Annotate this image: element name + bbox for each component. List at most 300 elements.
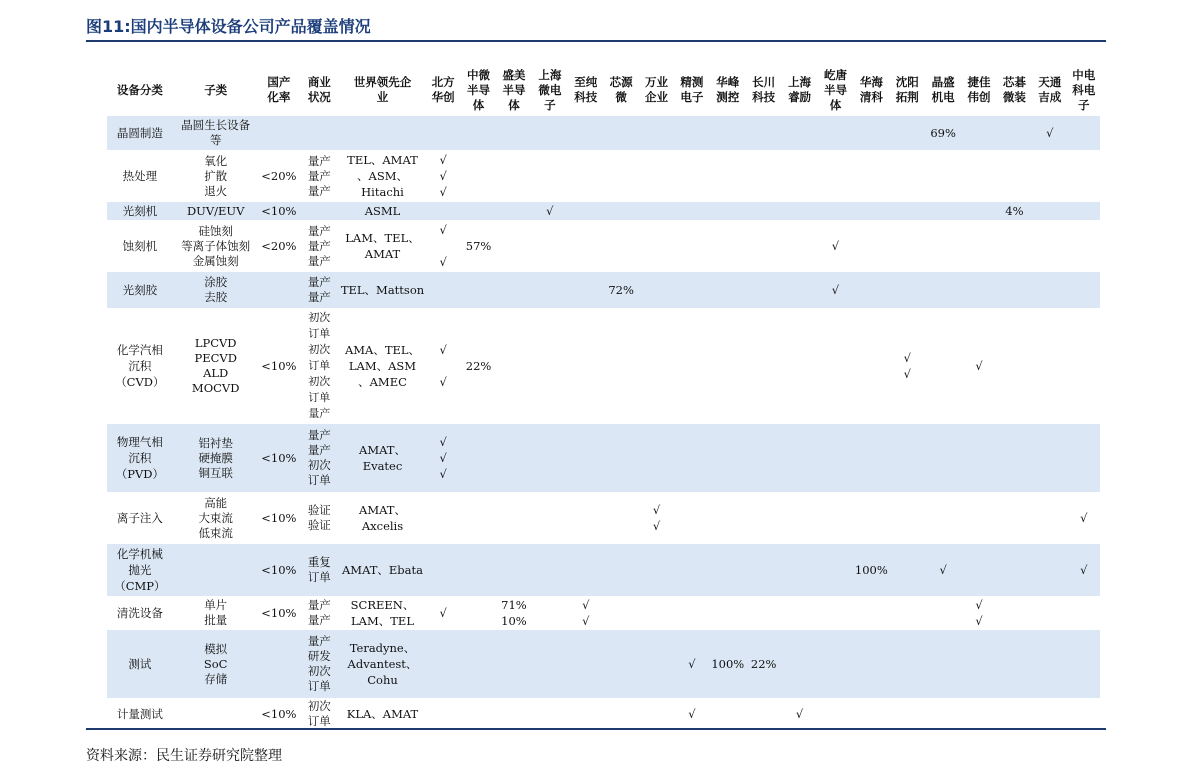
table-cell-rate: <20% bbox=[261, 239, 297, 253]
column-header: 世界领先企 业 bbox=[353, 75, 412, 104]
table-cell-c9 bbox=[568, 116, 603, 150]
table-cell-leaders: TEL、Mattson bbox=[340, 272, 426, 308]
table-cell-c5 bbox=[425, 492, 460, 544]
table-cell-c11 bbox=[639, 272, 674, 308]
table-cell-rate: <10% bbox=[259, 202, 299, 220]
table-cell-c20: √ bbox=[975, 359, 983, 373]
table-cell-c11 bbox=[639, 424, 674, 492]
table-cell-c22 bbox=[1032, 492, 1067, 544]
table-cell-c23 bbox=[1068, 272, 1101, 308]
table-cell-c16 bbox=[818, 544, 853, 596]
table-cell-c13 bbox=[710, 202, 746, 220]
table-cell-c7 bbox=[496, 630, 531, 698]
table-cell-status: 量产 量产 bbox=[307, 598, 331, 627]
table-cell-category: 计量测试 bbox=[116, 707, 163, 721]
table-cell-c10 bbox=[603, 202, 638, 220]
table-cell-c20 bbox=[961, 492, 996, 544]
table-cell-c15 bbox=[781, 220, 817, 272]
title-rule bbox=[86, 40, 1106, 42]
table-row bbox=[107, 308, 1100, 424]
column-header: 屹唐 半导 体 bbox=[823, 67, 847, 112]
table-cell-c18 bbox=[890, 202, 925, 220]
table-cell-c15 bbox=[781, 544, 817, 596]
table-row bbox=[107, 630, 1100, 698]
table-cell-c20 bbox=[961, 424, 996, 492]
table-cell-status: 量产 量产 初次 订单 bbox=[299, 424, 339, 492]
table-cell-c13: 100% bbox=[710, 630, 746, 698]
column-header: 设备分类 bbox=[116, 82, 163, 97]
table-cell-c7 bbox=[496, 220, 531, 272]
table-cell-c18 bbox=[890, 698, 925, 730]
table-cell-rate: <10% bbox=[259, 544, 299, 596]
column-header: 芯源 微 bbox=[609, 75, 633, 104]
table-cell-sub: 单片 批量 bbox=[204, 598, 228, 627]
table-cell-c22 bbox=[1032, 150, 1067, 202]
table-cell-c11 bbox=[639, 116, 674, 150]
table-cell-c21: 4% bbox=[997, 202, 1032, 220]
table-cell-c17 bbox=[853, 150, 889, 202]
table-cell-c14 bbox=[746, 220, 781, 272]
table-cell-c15 bbox=[781, 272, 817, 308]
table-cell-c17 bbox=[853, 424, 889, 492]
table-cell-c13 bbox=[710, 272, 746, 308]
table-cell-c20 bbox=[961, 630, 996, 698]
column-header: 北方 华创 bbox=[431, 75, 455, 104]
table-cell-c19 bbox=[925, 220, 961, 272]
table-cell-c7 bbox=[496, 202, 531, 220]
table-cell-sub: 高能 大束流 低束流 bbox=[198, 495, 233, 540]
table-cell-c9 bbox=[568, 150, 603, 202]
table-cell-c22 bbox=[1032, 544, 1067, 596]
table-cell-c20 bbox=[961, 150, 996, 202]
table-cell-c21 bbox=[997, 272, 1032, 308]
table-cell-status bbox=[299, 116, 339, 150]
table-cell-c10 bbox=[603, 698, 638, 730]
table-cell-c22 bbox=[1032, 272, 1067, 308]
table-cell-rate: <20% bbox=[261, 169, 297, 183]
table-cell-c12: √ bbox=[688, 707, 696, 721]
table-cell-c21 bbox=[997, 596, 1032, 630]
column-header: 沈阳 拓荆 bbox=[895, 75, 919, 104]
table-cell-c23 bbox=[1068, 220, 1101, 272]
table-cell-c6 bbox=[461, 202, 496, 220]
table-cell-c23 bbox=[1068, 424, 1101, 492]
table-cell-c19: √ bbox=[925, 544, 961, 596]
table-cell-c22 bbox=[1032, 202, 1067, 220]
table-cell-c10 bbox=[603, 150, 638, 202]
table-cell-leaders bbox=[340, 116, 426, 150]
table-cell-c11 bbox=[639, 596, 674, 630]
table-cell-c12 bbox=[674, 596, 709, 630]
table-cell-category: 光刻机 bbox=[107, 202, 173, 220]
table-cell-c14 bbox=[746, 424, 781, 492]
header-row bbox=[107, 64, 1100, 116]
table-cell-leaders: AMAT、 Evatec bbox=[340, 424, 426, 492]
table-cell-c12 bbox=[674, 150, 709, 202]
table-cell-c20 bbox=[961, 544, 996, 596]
table-cell-c15 bbox=[781, 630, 817, 698]
table-cell-c9 bbox=[568, 272, 603, 308]
table-cell-sub bbox=[173, 544, 259, 596]
table-cell-c10 bbox=[603, 308, 638, 424]
table-cell-c19 bbox=[925, 308, 961, 424]
table-cell-c21 bbox=[997, 308, 1032, 424]
column-header: 万业 企业 bbox=[645, 75, 668, 104]
table-cell-rate bbox=[259, 116, 299, 150]
table-cell-rate: <10% bbox=[261, 511, 297, 525]
table-cell-c12 bbox=[674, 544, 709, 596]
table-cell-c5 bbox=[425, 698, 460, 730]
column-header: 精测 电子 bbox=[680, 75, 704, 104]
table-cell-c13 bbox=[710, 220, 746, 272]
table-cell-c15 bbox=[781, 492, 817, 544]
table-cell-status: 验证 验证 bbox=[307, 503, 331, 532]
table-cell-leaders: ASML bbox=[340, 202, 426, 220]
table-cell-c16 bbox=[818, 116, 853, 150]
table-cell-c14 bbox=[746, 596, 781, 630]
table-cell-c5 bbox=[425, 272, 460, 308]
table-row bbox=[107, 596, 1100, 630]
column-header: 晶盛 机电 bbox=[931, 75, 955, 104]
table-cell-c16: √ bbox=[818, 272, 853, 308]
table-cell-c6 bbox=[461, 116, 496, 150]
table-cell-c7 bbox=[496, 150, 531, 202]
column-header: 捷佳 伟创 bbox=[967, 75, 991, 104]
column-header: 华峰 测控 bbox=[716, 75, 740, 104]
column-header: 长川 科技 bbox=[752, 75, 776, 104]
table-cell-c9 bbox=[568, 202, 603, 220]
table-cell-status: 初次 订单 初次 订单 初次 订单 量产 bbox=[308, 311, 331, 420]
table-cell-c8 bbox=[532, 116, 568, 150]
table-row bbox=[107, 272, 1100, 308]
table-cell-c16 bbox=[818, 202, 853, 220]
table-cell-status: 重复 订单 bbox=[299, 544, 339, 596]
table-cell-c14 bbox=[746, 544, 781, 596]
table-cell-c23 bbox=[1068, 150, 1101, 202]
table-cell-c14 bbox=[746, 202, 781, 220]
table-cell-c7 bbox=[496, 492, 531, 544]
table-cell-c18: √ √ bbox=[903, 351, 911, 381]
table-cell-c21 bbox=[997, 698, 1032, 730]
column-header: 国产 化率 bbox=[267, 75, 291, 104]
table-cell-category: 化学汽相 沉积 （CVD） bbox=[115, 343, 165, 389]
table-cell-c19 bbox=[925, 202, 961, 220]
table-cell-c6 bbox=[461, 272, 496, 308]
table-cell-c10: 72% bbox=[603, 272, 638, 308]
column-header: 天通 吉成 bbox=[1038, 75, 1062, 104]
figure-title: 图11:国内半导体设备公司产品覆盖情况 bbox=[86, 17, 371, 36]
table-cell-c19 bbox=[925, 424, 961, 492]
table-cell-rate: <10% bbox=[261, 359, 297, 373]
table-cell-c7 bbox=[496, 698, 531, 730]
table-cell-c11: √ √ bbox=[652, 503, 661, 533]
table-cell-c13 bbox=[710, 596, 746, 630]
table-cell-c12 bbox=[674, 220, 709, 272]
table-cell-c7 bbox=[496, 308, 531, 424]
table-cell-c20 bbox=[961, 220, 996, 272]
table-cell-c11 bbox=[639, 698, 674, 730]
table-cell-category: 测试 bbox=[107, 630, 173, 698]
table-cell-c8 bbox=[532, 308, 568, 424]
table-cell-leaders: AMAT、Ebata bbox=[340, 544, 426, 596]
table-cell-status: 量产 量产 量产 bbox=[307, 153, 331, 198]
table-cell-c22 bbox=[1032, 596, 1067, 630]
table-body bbox=[107, 116, 1100, 730]
table-cell-c15 bbox=[781, 150, 817, 202]
table-cell-c23 bbox=[1068, 630, 1101, 698]
table-cell-c5: √ √ bbox=[439, 343, 447, 389]
table-cell-c15 bbox=[781, 424, 817, 492]
column-header: 上海 睿励 bbox=[788, 75, 812, 104]
table-cell-leaders: AMA、TEL、 LAM、ASM 、AMEC bbox=[344, 343, 421, 389]
table-cell-c17 bbox=[853, 630, 889, 698]
table-cell-c17 bbox=[853, 116, 889, 150]
table-cell-category: 热处理 bbox=[122, 169, 158, 183]
table-cell-status: 量产 量产 bbox=[299, 272, 339, 308]
table-cell-c18 bbox=[890, 424, 925, 492]
table-cell-c15 bbox=[781, 308, 817, 424]
table-cell-c13 bbox=[710, 424, 746, 492]
table-cell-c22: √ bbox=[1032, 116, 1067, 150]
table-row bbox=[107, 116, 1100, 150]
table-cell-c15 bbox=[781, 596, 817, 630]
table-cell-c14 bbox=[746, 308, 781, 424]
table-cell-c19 bbox=[925, 272, 961, 308]
bottom-rule bbox=[86, 728, 1106, 730]
table-cell-c8 bbox=[532, 272, 568, 308]
table-cell-sub: 模拟 SoC 存储 bbox=[173, 630, 259, 698]
table-cell-c12 bbox=[674, 202, 709, 220]
table-cell-c21 bbox=[997, 630, 1032, 698]
table-row bbox=[107, 492, 1100, 544]
table-cell-c11 bbox=[639, 150, 674, 202]
table-cell-status: 量产 研发 初次 订单 bbox=[299, 630, 339, 698]
table-cell-c20 bbox=[961, 202, 996, 220]
column-header: 华海 清科 bbox=[859, 75, 883, 104]
column-header: 上海 微电 子 bbox=[538, 67, 562, 112]
table-cell-c19 bbox=[925, 698, 961, 730]
table-cell-rate: <10% bbox=[259, 424, 299, 492]
table-cell-c7 bbox=[496, 116, 531, 150]
table-cell-c6 bbox=[461, 544, 496, 596]
product-coverage-table bbox=[107, 64, 1100, 730]
table-cell-c22 bbox=[1032, 220, 1067, 272]
table-cell-c23 bbox=[1068, 202, 1101, 220]
table-cell-c10 bbox=[603, 424, 638, 492]
table-cell-c22 bbox=[1032, 424, 1067, 492]
table-cell-c12 bbox=[674, 492, 709, 544]
table-cell-c19 bbox=[925, 630, 961, 698]
table-cell-c5: √ √ bbox=[439, 223, 447, 269]
table-cell-leaders: Teradyne、 Advantest、 Cohu bbox=[340, 630, 426, 698]
table-cell-c12 bbox=[674, 272, 709, 308]
table-cell-leaders: TEL、AMAT 、ASM、 Hitachi bbox=[347, 153, 418, 199]
table-cell-c9 bbox=[568, 220, 603, 272]
table-cell-c8 bbox=[532, 596, 568, 630]
table-cell-c16 bbox=[818, 596, 853, 630]
table-cell-c17 bbox=[853, 202, 889, 220]
table-cell-c16: √ bbox=[831, 239, 840, 253]
table-cell-c17 bbox=[853, 220, 889, 272]
table-cell-c20 bbox=[961, 272, 996, 308]
table-cell-c7 bbox=[496, 424, 531, 492]
table-row bbox=[107, 220, 1100, 272]
column-header: 至纯 科技 bbox=[574, 75, 598, 104]
table-cell-leaders: AMAT、 Axcelis bbox=[359, 503, 406, 533]
table-row bbox=[107, 202, 1100, 220]
table-cell-c12 bbox=[674, 424, 709, 492]
table-cell-c6: 22% bbox=[465, 359, 492, 373]
table-cell-c5: √ √ √ bbox=[425, 424, 460, 492]
table-cell-sub: 涂胶 去胶 bbox=[173, 272, 259, 308]
table-cell-c14 bbox=[746, 698, 781, 730]
column-header: 盛美 半导 体 bbox=[502, 67, 526, 112]
table-cell-c6 bbox=[461, 630, 496, 698]
table-cell-c10 bbox=[603, 220, 638, 272]
table-cell-c7 bbox=[496, 544, 531, 596]
table-cell-c8 bbox=[532, 544, 568, 596]
table-cell-c6 bbox=[461, 698, 496, 730]
table-cell-c8 bbox=[532, 492, 568, 544]
table-cell-category: 蚀刻机 bbox=[122, 239, 158, 253]
table-row bbox=[107, 424, 1100, 492]
table-cell-c9 bbox=[568, 308, 603, 424]
table-cell-sub bbox=[173, 698, 259, 730]
table-cell-c9 bbox=[568, 424, 603, 492]
table-cell-c16 bbox=[818, 308, 853, 424]
table-row bbox=[107, 698, 1100, 730]
table-cell-c10 bbox=[603, 544, 638, 596]
table-cell-c17 bbox=[853, 492, 889, 544]
table-cell-c7: 71% 10% bbox=[501, 598, 527, 628]
table-cell-c8 bbox=[532, 630, 568, 698]
column-header: 中电 科电 子 bbox=[1072, 67, 1096, 112]
table-cell-c18 bbox=[890, 596, 925, 630]
table-cell-c9: √ √ bbox=[582, 598, 590, 628]
table-cell-c23: √ bbox=[1068, 544, 1101, 596]
table-cell-c10 bbox=[603, 596, 638, 630]
table-cell-c10 bbox=[603, 492, 638, 544]
table-cell-c11 bbox=[639, 544, 674, 596]
table-cell-c13 bbox=[710, 544, 746, 596]
table-cell-category: 清洗设备 bbox=[116, 606, 163, 620]
table-cell-c9 bbox=[568, 630, 603, 698]
table-cell-c15: √ bbox=[795, 707, 804, 721]
table-cell-category: 晶圆制造 bbox=[107, 116, 173, 150]
table-cell-c5 bbox=[425, 630, 460, 698]
table-cell-sub: 铝衬垫 硬掩膜 铜互联 bbox=[173, 424, 259, 492]
table-cell-c16 bbox=[818, 492, 853, 544]
table-cell-c15 bbox=[781, 202, 817, 220]
table-cell-c16 bbox=[818, 424, 853, 492]
table-cell-c18 bbox=[890, 150, 925, 202]
table-cell-c9 bbox=[568, 544, 603, 596]
table-cell-c18 bbox=[890, 116, 925, 150]
table-cell-c23: √ bbox=[1080, 511, 1088, 525]
table-cell-c13 bbox=[710, 698, 746, 730]
table-cell-c21 bbox=[997, 116, 1032, 150]
table-cell-c7 bbox=[496, 272, 531, 308]
table-cell-c23 bbox=[1068, 698, 1101, 730]
table-cell-c14 bbox=[746, 272, 781, 308]
table-cell-category: 离子注入 bbox=[116, 511, 163, 525]
table-cell-c5 bbox=[425, 202, 460, 220]
table-cell-c22 bbox=[1032, 308, 1067, 424]
table-cell-c13 bbox=[710, 308, 746, 424]
table-cell-c17 bbox=[853, 698, 889, 730]
table-cell-c6 bbox=[461, 424, 496, 492]
table-cell-c5: √ √ √ bbox=[439, 153, 447, 199]
table-cell-c20 bbox=[961, 116, 996, 150]
table-cell-c8: √ bbox=[532, 202, 568, 220]
table-cell-c12 bbox=[674, 116, 709, 150]
table-cell-c18 bbox=[890, 544, 925, 596]
source-note: 资料来源：民生证券研究院整理 bbox=[86, 748, 282, 764]
table-cell-c5 bbox=[425, 544, 460, 596]
table-cell-c6 bbox=[461, 492, 496, 544]
table-cell-c11 bbox=[639, 630, 674, 698]
table-cell-c21 bbox=[997, 220, 1032, 272]
table-cell-leaders: LAM、TEL、 AMAT bbox=[345, 231, 420, 261]
table-cell-c20: √ √ bbox=[975, 598, 983, 628]
table-cell-c15 bbox=[781, 116, 817, 150]
table-cell-c17: 100% bbox=[853, 544, 889, 596]
table-cell-c16 bbox=[818, 698, 853, 730]
table-cell-c22 bbox=[1032, 698, 1067, 730]
table-cell-c13 bbox=[710, 492, 746, 544]
table-cell-c14 bbox=[746, 116, 781, 150]
table-cell-c22 bbox=[1032, 630, 1067, 698]
table-cell-c8 bbox=[532, 698, 568, 730]
table-row bbox=[107, 150, 1100, 202]
table-cell-c13 bbox=[710, 150, 746, 202]
table-cell-leaders: KLA、AMAT bbox=[346, 707, 419, 721]
table-cell-c18 bbox=[890, 492, 925, 544]
table-cell-c9 bbox=[568, 492, 603, 544]
table-cell-sub: 硅蚀刻 等离子体蚀刻 金属蚀刻 bbox=[181, 223, 251, 268]
table-cell-status: 量产 量产 量产 bbox=[307, 223, 331, 268]
table-cell-sub: 晶圆生长设备 等 bbox=[173, 116, 259, 150]
table-cell-c21 bbox=[997, 150, 1032, 202]
table-cell-c11 bbox=[639, 308, 674, 424]
table-cell-rate bbox=[259, 272, 299, 308]
table-cell-c6 bbox=[461, 150, 496, 202]
table-cell-status bbox=[299, 202, 339, 220]
table-cell-c19 bbox=[925, 150, 961, 202]
table-cell-c23 bbox=[1068, 116, 1101, 150]
table-cell-c18 bbox=[890, 272, 925, 308]
table-cell-c11 bbox=[639, 220, 674, 272]
table-cell-c14: 22% bbox=[746, 630, 781, 698]
table-cell-c17 bbox=[853, 596, 889, 630]
table-cell-rate bbox=[259, 630, 299, 698]
table-cell-c17 bbox=[853, 308, 889, 424]
table-cell-status: 初次 订单 bbox=[307, 699, 331, 728]
table-cell-c20 bbox=[961, 698, 996, 730]
table-cell-c14 bbox=[746, 492, 781, 544]
table-row bbox=[107, 544, 1100, 596]
table-cell-category: 化学机械 抛光 （CMP） bbox=[107, 544, 173, 596]
table-cell-c12: √ bbox=[674, 630, 709, 698]
table-cell-sub: DUV/EUV bbox=[173, 202, 259, 220]
table-cell-c11 bbox=[639, 202, 674, 220]
table-cell-c23 bbox=[1068, 596, 1101, 630]
table-cell-c19: 69% bbox=[925, 116, 961, 150]
table-cell-c14 bbox=[746, 150, 781, 202]
column-header: 商业 状况 bbox=[307, 75, 331, 104]
table-cell-c23 bbox=[1068, 308, 1101, 424]
table-cell-c10 bbox=[603, 630, 638, 698]
